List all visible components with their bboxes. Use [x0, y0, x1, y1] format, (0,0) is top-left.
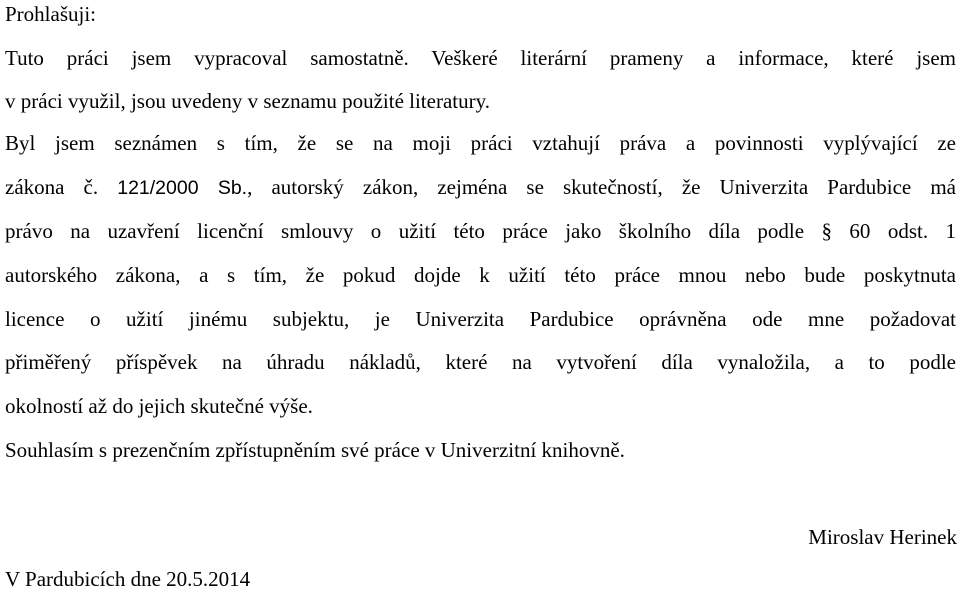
- paragraph-line: právo na uzavření licenční smlouvy o užití této práce jako školního díla podle § 60 odst. 1: [5, 219, 956, 243]
- paragraph-line: Tuto práci jsem vypracoval samostatně. Veškeré literární prameny a informace, které jsem: [5, 46, 956, 70]
- law-line-prefix: zákona č.: [5, 175, 118, 199]
- paragraph-line: přiměřený příspěvek na úhradu nákladů, které na vytvoření díla vynaložila, a to podle: [5, 350, 956, 374]
- law-reference-line: [5, 175, 956, 200]
- signature-name: Miroslav Herinek: [808, 525, 957, 549]
- paragraph-line: Byl jsem seznámen s tím, že se na moji práci vztahují práva a povinnosti vyplývající ze: [5, 131, 956, 155]
- consent-statement: Souhlasím s prezenčním zpřístupněním své práce v Univerzitní knihovně.: [5, 438, 625, 462]
- law-number: 121/2000 Sb.: [117, 177, 248, 199]
- paragraph-line: autorského zákona, a s tím, že pokud dojde k užití této práce mnou nebo bude poskytnuta: [5, 263, 956, 287]
- paragraph-line: okolností až do jejich skutečné výše.: [5, 394, 313, 418]
- declaration-heading: Prohlašuji:: [5, 2, 97, 26]
- place-date: V Pardubicích dne 20.5.2014: [5, 567, 251, 591]
- law-line-suffix: , autorský zákon, zejména se skutečností, že Univerzita Pardubice má: [247, 175, 956, 199]
- paragraph-line: licence o užití jinému subjektu, je Univerzita Pardubice oprávněna ode mne požadovat: [5, 307, 956, 331]
- paragraph-line: v práci využil, jsou uvedeny v seznamu použité literatury.: [5, 89, 490, 113]
